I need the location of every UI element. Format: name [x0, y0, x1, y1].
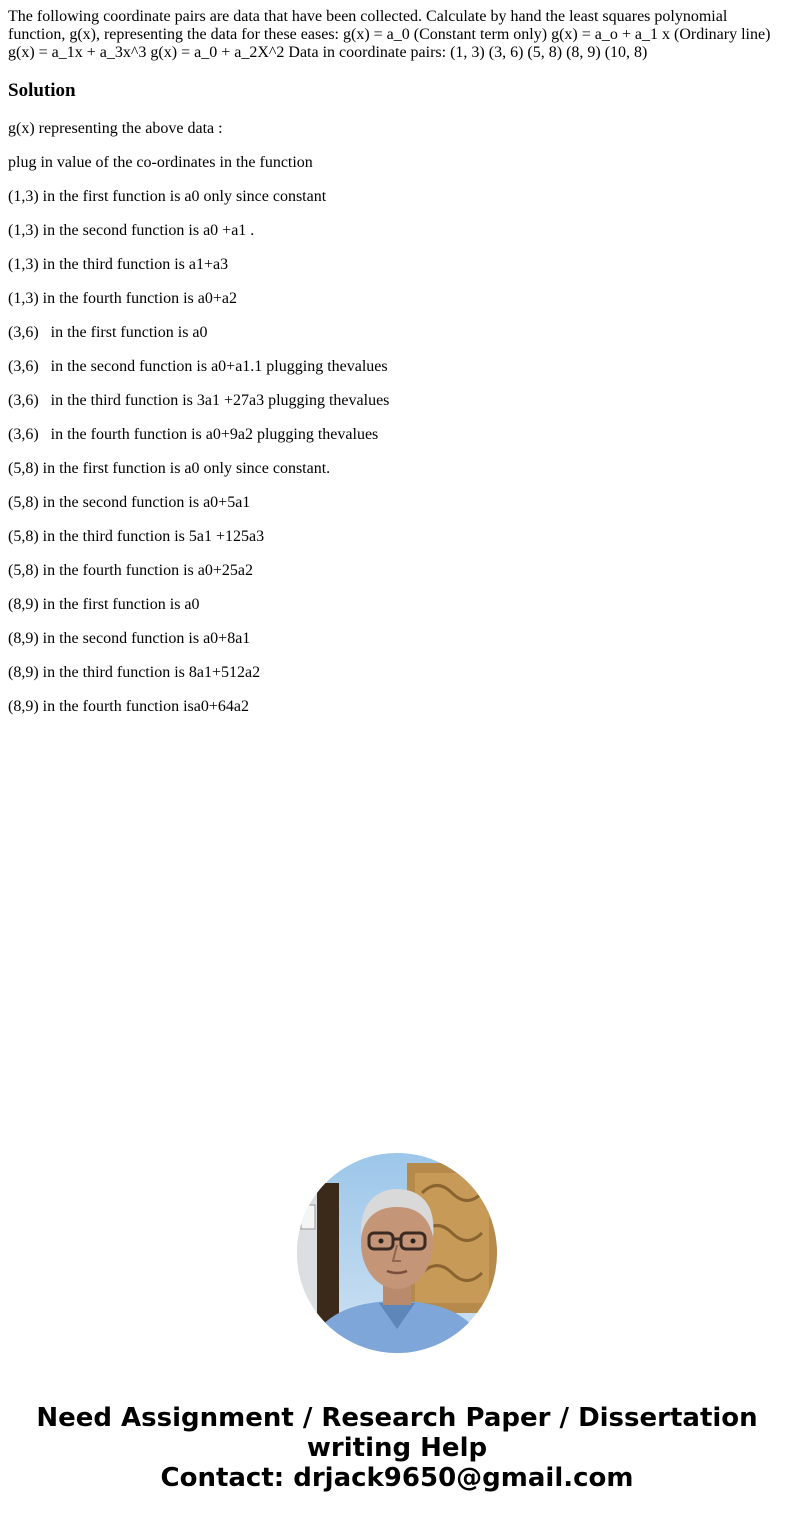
- solution-line: (1,3) in the second function is a0 +a1 .: [8, 222, 255, 239]
- solution-line: plug in value of the co-ordinates in the function: [8, 154, 313, 171]
- solution-line: (1,3) in the third function is a1+a3: [8, 256, 229, 273]
- solution-line: (5,8) in the second function is a0+5a1: [8, 494, 251, 511]
- solution-line: (3,6) in the third function is 3a1 +27a3 plugging thevalues: [8, 392, 390, 409]
- solution-line: (3,6) in the second function is a0+a1.1 plugging thevalues: [8, 358, 388, 375]
- solution-line: (5,8) in the third function is 5a1 +125a3: [8, 528, 265, 545]
- solution-line: (1,3) in the fourth function is a0+a2: [8, 290, 237, 307]
- promo-line-1: Need Assignment / Research Paper / Dissertation: [36, 1403, 758, 1433]
- solution-line: (8,9) in the first function is a0: [8, 596, 200, 613]
- solution-line: g(x) representing the above data :: [8, 120, 223, 137]
- promo-line-2: writing Help: [306, 1433, 488, 1463]
- solution-line: (8,9) in the second function is a0+8a1: [8, 630, 251, 647]
- solution-line: (8,9) in the fourth function isa0+64a2: [8, 698, 249, 715]
- solution-line: (5,8) in the first function is a0 only since constant.: [8, 460, 331, 477]
- promo-banner: [0, 1403, 794, 1493]
- tutor-portrait-icon: [297, 1153, 497, 1353]
- solution-line: (8,9) in the third function is 8a1+512a2: [8, 664, 261, 681]
- question-text: The following coordinate pairs are data that have been collected. Calculate by hand the least squares polynomial function, g(x), representing the data for these eases: g(x) = a_0 (Constant term only) g(x) = a_o + a_1 x (Ordinary line) g(x) = a_1x + a_3x^3 g(x) = a_0 + a_2X^2 Data in coordinate pairs: (1, 3) (3, 6) (5, 8) (8, 9) (10, 8): [8, 8, 771, 61]
- solution-lines: [8, 120, 784, 732]
- solution-heading: Solution: [8, 80, 76, 101]
- solution-line: (1,3) in the first function is a0 only since constant: [8, 188, 327, 205]
- solution-line: (3,6) in the fourth function is a0+9a2 plugging thevalues: [8, 426, 379, 443]
- tutor-avatar: [297, 1153, 497, 1353]
- solution-line: (5,8) in the fourth function is a0+25a2: [8, 562, 253, 579]
- promo-contact: Contact: drjack9650@gmail.com: [160, 1463, 634, 1493]
- solution-line: (3,6) in the first function is a0: [8, 324, 208, 341]
